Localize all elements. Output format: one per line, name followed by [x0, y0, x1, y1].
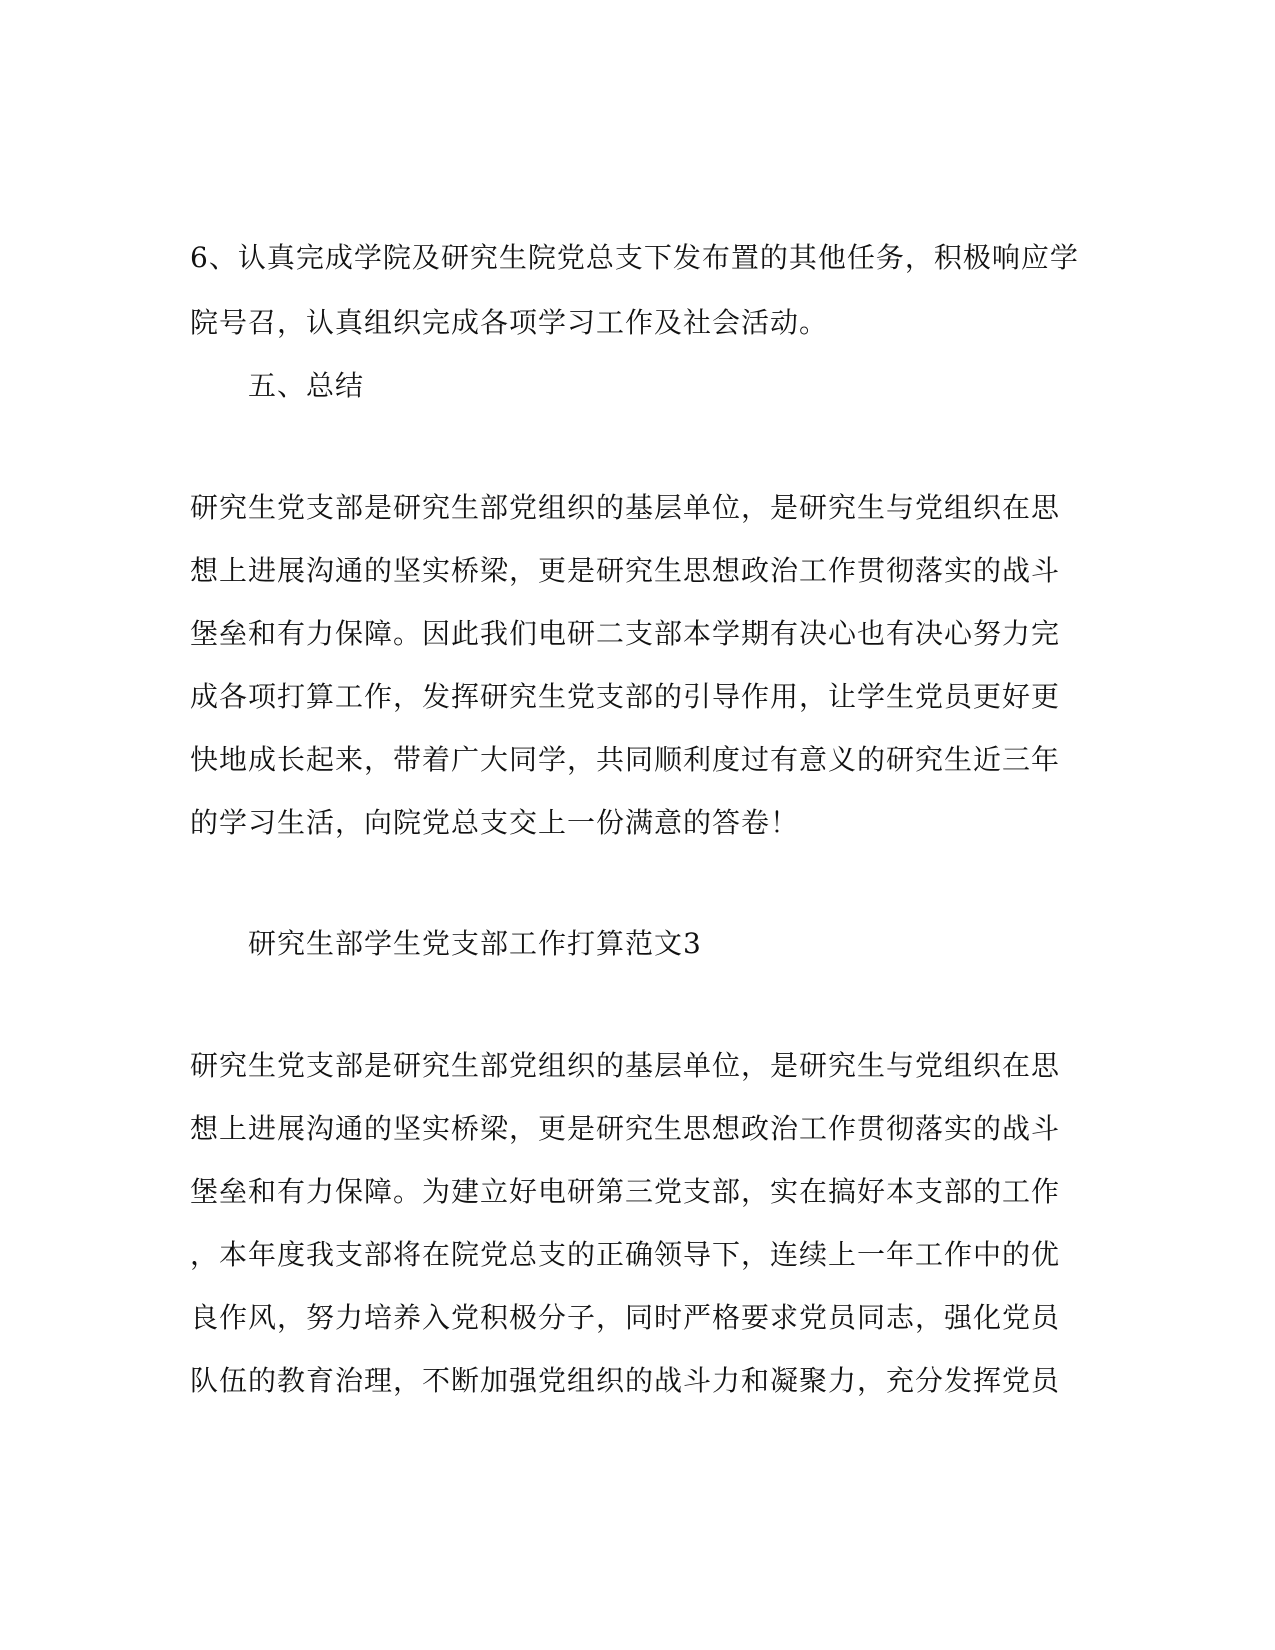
item-6-line-1: 6、认真完成学院及研究生院党总支下发布置的其他任务，积极响应学 [190, 241, 1079, 274]
section-heading-summary: 五、总结 [248, 369, 365, 402]
summary-paragraph-line-4: 成各项打算工作，发挥研究生党支部的引导作用，让学生党员更好更 [190, 680, 1061, 713]
sample-3-paragraph-line-5: 良作风，努力培养入党积极分子，同时严格要求党员同志，强化党员 [190, 1301, 1061, 1334]
summary-paragraph-line-1: 研究生党支部是研究生部党组织的基层单位，是研究生与党组织在思 [190, 491, 1061, 524]
sample-3-paragraph-line-3: 堡垒和有力保障。为建立好电研第三党支部，实在搞好本支部的工作 [190, 1175, 1061, 1208]
summary-paragraph-line-6: 的学习生活，向院党总支交上一份满意的答卷！ [190, 806, 800, 839]
item-6-line-2: 院号召，认真组织完成各项学习工作及社会活动。 [190, 306, 829, 339]
summary-paragraph-line-3: 堡垒和有力保障。因此我们电研二支部本学期有决心也有决心努力完 [190, 617, 1061, 650]
summary-paragraph-line-5: 快地成长起来，带着广大同学，共同顺利度过有意义的研究生近三年 [190, 743, 1061, 776]
sample-3-paragraph-line-1: 研究生党支部是研究生部党组织的基层单位，是研究生与党组织在思 [190, 1049, 1061, 1082]
sample-3-title: 研究生部学生党支部工作打算范文3 [248, 927, 702, 960]
sample-3-paragraph-line-6: 队伍的教育治理，不断加强党组织的战斗力和凝聚力，充分发挥党员 [190, 1364, 1061, 1397]
summary-paragraph-line-2: 想上进展沟通的坚实桥梁，更是研究生思想政治工作贯彻落实的战斗 [190, 554, 1061, 587]
sample-3-paragraph-line-4: ，本年度我支部将在院党总支的正确领导下，连续上一年工作中的优 [190, 1238, 1061, 1271]
sample-3-paragraph-line-2: 想上进展沟通的坚实桥梁，更是研究生思想政治工作贯彻落实的战斗 [190, 1112, 1061, 1145]
